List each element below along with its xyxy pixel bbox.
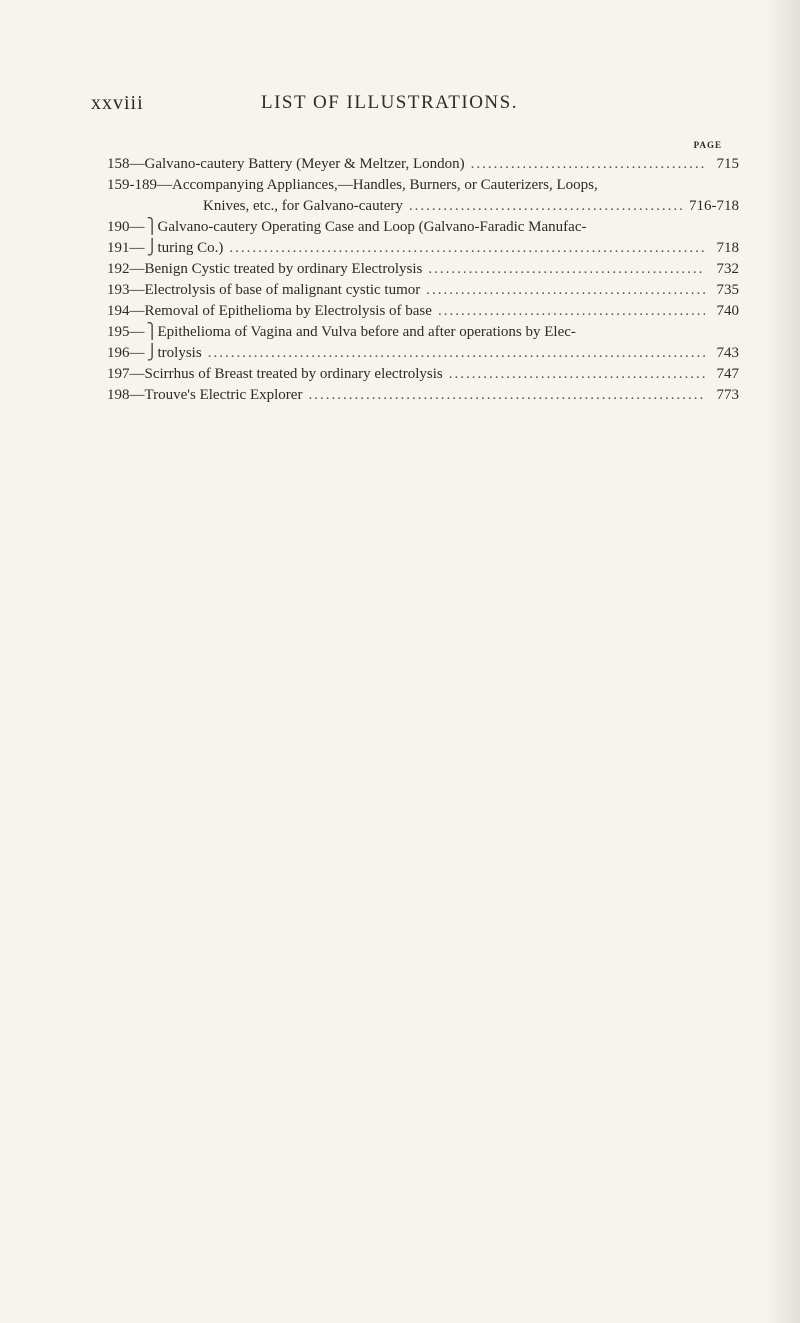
page-number: 732 bbox=[716, 261, 739, 277]
figure-number: 190— bbox=[107, 219, 145, 235]
list-item bbox=[107, 259, 739, 280]
page-column-label: PAGE bbox=[693, 140, 722, 150]
figure-number: 192— bbox=[107, 261, 145, 277]
dot-leader bbox=[428, 259, 705, 280]
figure-number: 198— bbox=[107, 387, 145, 403]
figure-title: Trouve's Electric Explorer bbox=[144, 387, 303, 403]
list-item bbox=[107, 343, 739, 364]
brace-bottom-icon: ⎭ bbox=[146, 240, 158, 256]
dot-leader bbox=[229, 238, 705, 259]
list-item bbox=[107, 364, 739, 385]
brace-top-icon: ⎫ bbox=[146, 219, 158, 235]
figure-title: Scirrhus of Breast treated by ordinary electrolysis bbox=[144, 366, 443, 382]
list-item bbox=[107, 280, 739, 301]
figure-number: 194— bbox=[107, 303, 145, 319]
illustrations-list bbox=[107, 154, 739, 406]
figure-number: 196— bbox=[107, 345, 145, 361]
brace-bottom-icon: ⎭ bbox=[146, 345, 158, 361]
page-number: 715 bbox=[716, 156, 739, 172]
page-number: 716-718 bbox=[689, 198, 739, 214]
figure-title: Galvano-cautery Battery (Meyer & Meltzer, London) bbox=[144, 156, 465, 172]
dot-leader bbox=[471, 154, 705, 175]
list-item bbox=[107, 175, 739, 196]
page-number: 747 bbox=[716, 366, 739, 382]
figure-title: Galvano-cautery Operating Case and Loop (Galvano-Faradic Manufac- bbox=[157, 219, 587, 235]
figure-title: Removal of Epithelioma by Electrolysis of base bbox=[144, 303, 432, 319]
figure-title-continued: Knives, etc., for Galvano-cautery bbox=[203, 198, 403, 214]
list-item bbox=[107, 238, 739, 259]
brace-top-icon: ⎫ bbox=[146, 324, 158, 340]
figure-number: 191— bbox=[107, 240, 145, 256]
dot-leader bbox=[438, 301, 705, 322]
dot-leader bbox=[308, 385, 705, 406]
figure-title-continued: trolysis bbox=[157, 345, 202, 361]
page-number: 773 bbox=[716, 387, 739, 403]
figure-title: Electrolysis of base of malignant cystic tumor bbox=[144, 282, 421, 298]
list-item-continuation bbox=[107, 196, 739, 217]
figure-title: Epithelioma of Vagina and Vulva before and after operations by Elec- bbox=[157, 324, 576, 340]
figure-title: Accompanying Appliances,—Handles, Burners, or Cauterizers, Loops, bbox=[172, 177, 598, 193]
dot-leader bbox=[426, 280, 705, 301]
figure-number: 193— bbox=[107, 282, 145, 298]
dot-leader bbox=[409, 196, 683, 217]
figure-number: 195— bbox=[107, 324, 145, 340]
list-item bbox=[107, 322, 739, 343]
page-number: 718 bbox=[716, 240, 739, 256]
page-numeral: xxviii bbox=[91, 92, 144, 114]
list-item bbox=[107, 217, 739, 238]
page-number: 740 bbox=[716, 303, 739, 319]
list-item bbox=[107, 154, 739, 175]
page-number: 743 bbox=[716, 345, 739, 361]
figure-number: 159-189— bbox=[107, 177, 172, 193]
figure-number: 197— bbox=[107, 366, 145, 382]
page-header bbox=[91, 91, 741, 115]
figure-title: Benign Cystic treated by ordinary Electrolysis bbox=[144, 261, 423, 277]
dot-leader bbox=[449, 364, 705, 385]
figure-title-continued: turing Co.) bbox=[157, 240, 224, 256]
list-item bbox=[107, 385, 739, 406]
running-title: LIST OF ILLUSTRATIONS. bbox=[261, 92, 518, 113]
dot-leader bbox=[208, 343, 705, 364]
figure-number: 158— bbox=[107, 156, 145, 172]
page-number: 735 bbox=[716, 282, 739, 298]
list-item bbox=[107, 301, 739, 322]
page-edge-shadow bbox=[766, 0, 800, 1323]
